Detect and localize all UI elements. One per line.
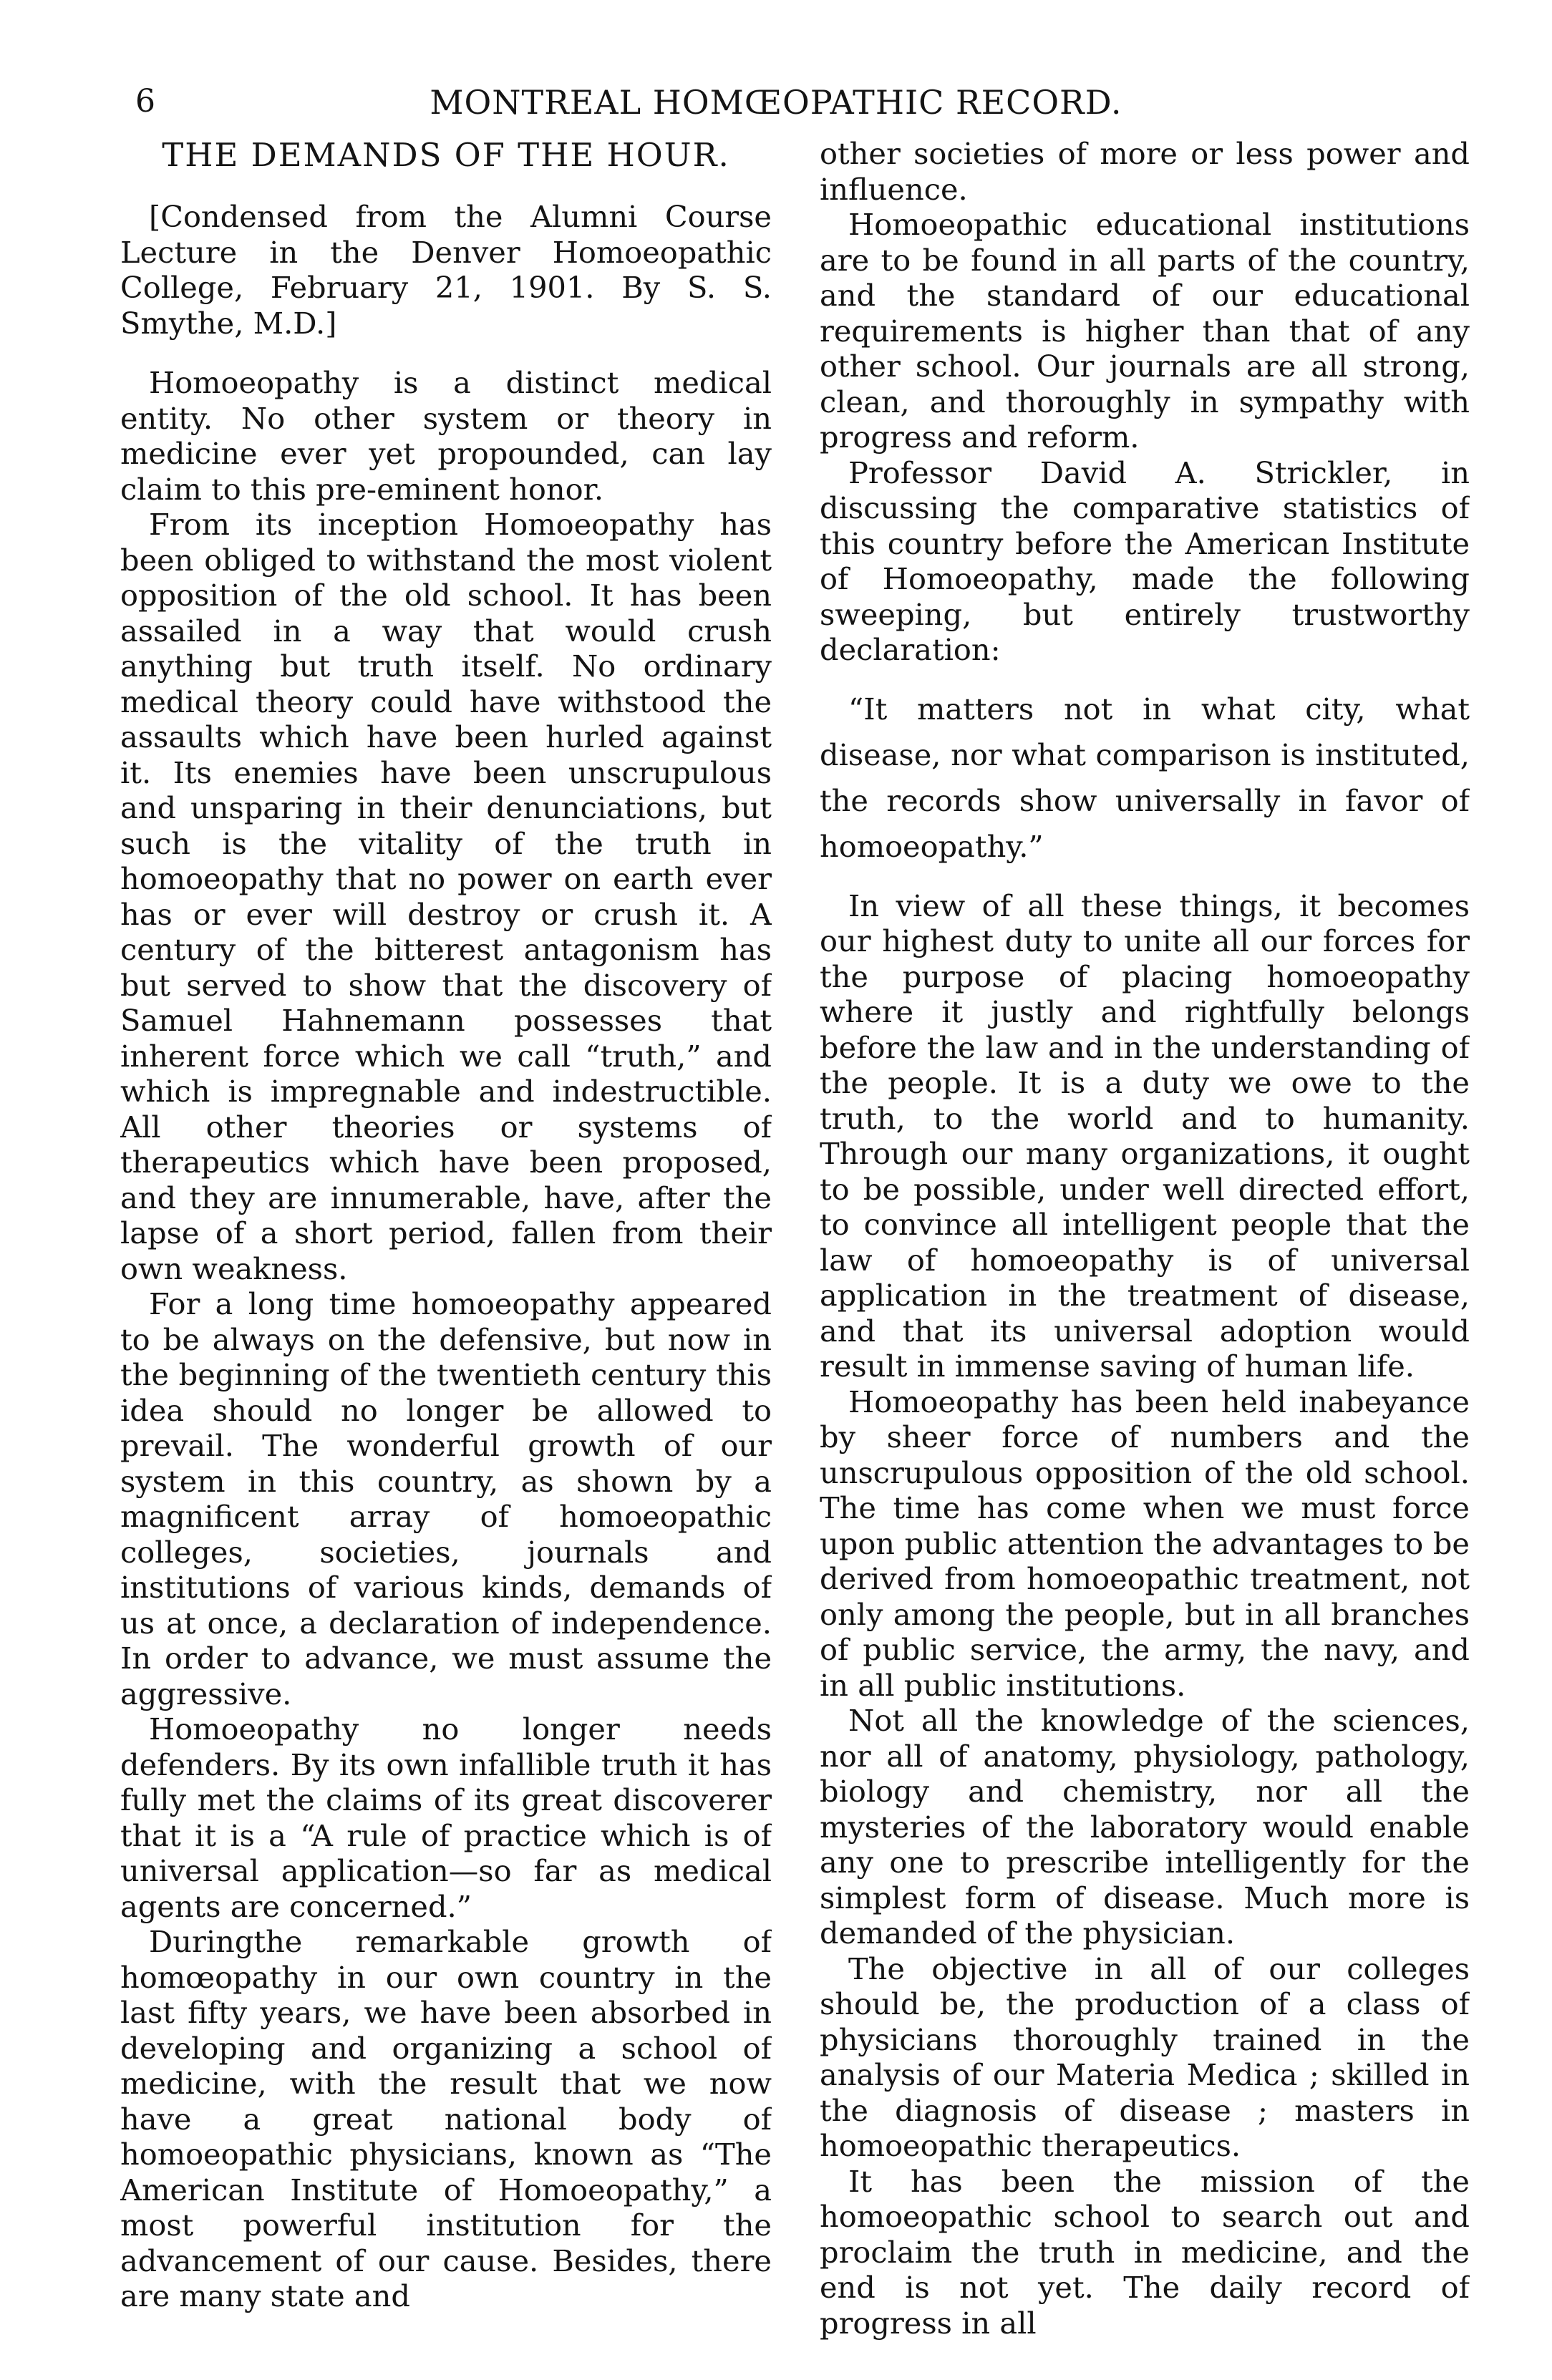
paragraph: It has been the mission of the homoeopathic school to search out and proclaim the truth in medicine, and the end is not yet. The daily record of progress in all: [820, 2163, 1470, 2341]
paragraph: Homoeopathy no longer needs defenders. By its own infallible truth it has fully met the claims of its great discoverer that it is a “A rule of practice which is of universal application—so far as medical agents are concerned.”: [120, 1711, 772, 1924]
paragraph: Homoeopathic educational institutions are to be found in all parts of the country, and the standard of our educational requirements is higher than that of any other school. Our journals are all strong, clean, and thoroughly in sympathy with progress and reform.: [820, 207, 1470, 455]
article-title: THE DEMANDS OF THE HOUR.: [162, 136, 730, 174]
paragraph: In view of all these things, it becomes our highest duty to unite all our forces for the purpose of placing homoeopathy where it justly and rightfully belongs before the law and in the understanding of the people. It is a duty we owe to the truth, to the world and to humanity. Through our many organizations, it ought to be possible, under well directed effort, to convince all intelligent people that the law of homoeopathy is of universal application in the treatment of disease, and that its universal adoption would result in immense saving of human life.: [820, 888, 1470, 1384]
paragraph: The objective in all of our colleges should be, the production of a class of physicians thoroughly trained in the analysis of our Materia Medica ; skilled in the diagnosis of disease ; masters in homoeopathic therapeutics.: [820, 1951, 1470, 2163]
journal-running-head: MONTREAL HOMŒOPATHIC RECORD.: [430, 83, 1122, 122]
paragraph: From its inception Homoeopathy has been obliged to withstand the most violent opposition of the old school. It has been assailed in a way that would crush anything but truth itself. No ordinary medical theory could have withstood the assaults which have been hurled against it. Its enemies have been unscrupulous and unsparing in their denunciations, but such is the vitality of the truth in homoeopathy that no power on earth ever has or ever will destroy or crush it. A century of the bitterest antagonism has but served to show that the discovery of Samuel Hahnemann possesses that inherent force which we call “truth,” and which is impregnable and indestructible. All other theories or systems of therapeutics which have been proposed, and they are innumerable, have, after the lapse of a short period, fallen from their own weakness.: [120, 507, 772, 1286]
paragraph: For a long time homoeopathy appeared to be always on the defensive, but now in the beginning of the twentieth century this idea should no longer be allowed to prevail. The wonderful growth of our system in this country, as shown by a magnificent array of homoeopathic colleges, societies, journals and institutions of various kinds, demands of us at once, a declaration of independence. In order to advance, we must assume the aggressive.: [120, 1286, 772, 1711]
right-column: [820, 136, 1470, 2341]
paragraph: Homoeopathy has been held inabeyance by sheer force of numbers and the unscrupulous opposition of the old school. The time has come when we must force upon public attention the advantages to be derived from homoeopathic treatment, not only among the people, but in all branches of public service, the army, the navy, and in all public institutions.: [820, 1384, 1470, 1703]
paragraph-continued: other societies of more or less power and influence.: [820, 136, 1470, 207]
block-quote: “It matters not in what city, what disease, nor what comparison is instituted, the records show universally in favor of homoeopathy.”: [820, 691, 1470, 864]
paragraph: Professor David A. Strickler, in discussing the comparative statistics of this country before the American Institute of Homoeopathy, made the following sweeping, but entirely trustworthy declaration:: [820, 455, 1470, 667]
paragraph: Duringthe remarkable growth of homœopathy in our own country in the last fifty years, we have been absorbed in developing and organizing a school of medicine, with the result that we now have a great national body of homoeopathic physicians, known as “The American Institute of Homoeopathy,” a most powerful institution for the advancement of our cause. Besides, there are many state and: [120, 1924, 772, 2313]
paragraph: Homoeopathy is a distinct medical entity. No other system or theory in medicine ever yet propounded, can lay claim to this pre-eminent honor.: [120, 365, 772, 507]
left-column: [120, 136, 772, 2341]
paragraph: Not all the knowledge of the sciences, nor all of anatomy, physiology, pathology, biology and chemistry, nor all the mysteries of the laboratory would enable any one to prescribe intelligently for the simplest form of disease. Much more is demanded of the physician.: [820, 1703, 1470, 1951]
page-number: 6: [135, 83, 155, 120]
condensed-note: [Condensed from the Alumni Course Lecture in the Denver Homoeopathic College, February 21, 1901. By S. S. Smythe, M.D.]: [120, 199, 772, 341]
